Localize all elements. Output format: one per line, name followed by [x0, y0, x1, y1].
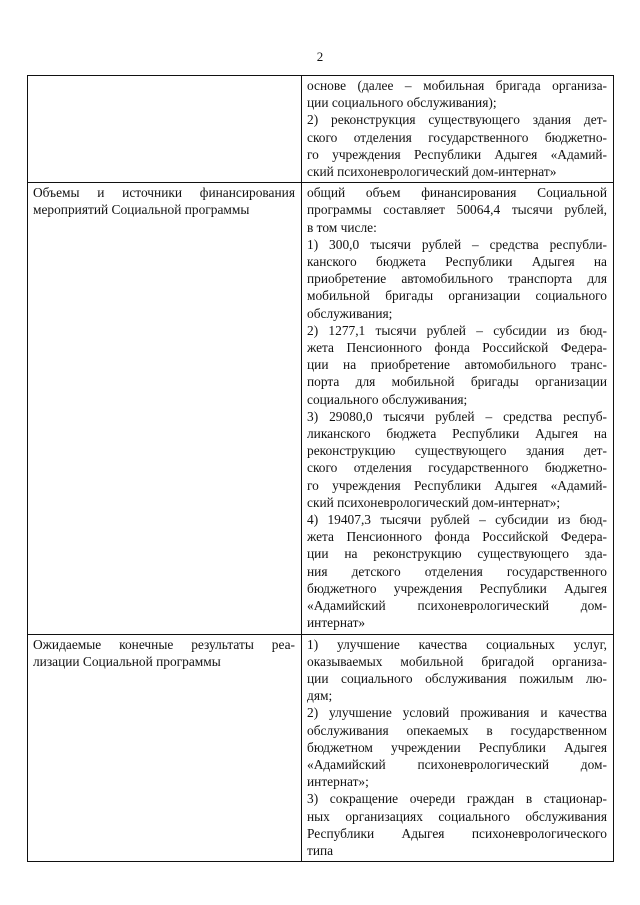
table-row: [28, 183, 614, 634]
row-content-line: канского бюджета Республики Адыгея на: [307, 254, 607, 270]
row-topic-cell: [28, 183, 302, 634]
row-content-line: Республики Адыгея психоневрологического: [307, 825, 607, 841]
row-content-line: ского отделения государственного бюджетно-: [307, 129, 607, 145]
row-content-line: основе (далее – мобильная бригада организа-: [307, 78, 607, 93]
row-content-line: приобретение автомобильного транспорта для: [307, 271, 607, 287]
row-topic-line: Ожидаемые конечные результаты реа-: [33, 636, 295, 652]
row-topic-cell: [28, 76, 302, 183]
table-body: [28, 76, 614, 862]
row-content-line: программы составляет 50064,4 тысячи рублей,: [307, 202, 607, 218]
row-topic-cell: [28, 634, 302, 862]
row-content-cell: [302, 76, 614, 183]
row-content-line: порта для мобильной бригады организации: [307, 374, 607, 390]
row-content-line: ции социального обслуживания);: [307, 95, 497, 111]
row-content-line: ции на реконструкцию существующего зда-: [307, 546, 607, 562]
row-content-line: ского отделения государственного бюджетно-: [307, 460, 607, 476]
row-content-line: 1) 300,0 тысячи рублей – средства республи-: [307, 236, 607, 252]
row-content-cell: [302, 634, 614, 862]
row-content-line: обслуживания опекаемых в государственном: [307, 722, 607, 738]
row-content-line: 2) улучшение условий проживания и качества: [307, 705, 607, 721]
row-content-line: ский психоневрологический дом-интернат»: [307, 164, 557, 180]
row-content-line: дям;: [307, 688, 333, 704]
row-content-line: «Адамийский психоневрологический дом-: [307, 598, 607, 614]
row-content-line: ции социального обслуживания пожилым лю-: [307, 670, 607, 686]
row-content-line: го учреждения Республики Адыгея «Адамий-: [307, 146, 607, 162]
row-content-line: 3) сокращение очереди граждан в стационар-: [307, 791, 607, 807]
row-content-line: типа: [307, 842, 334, 858]
row-content-line: в том числе:: [307, 219, 377, 235]
row-content-line: ский психоневрологический дом-интернат»;: [307, 494, 561, 510]
row-content-cell: [302, 183, 614, 634]
row-content-line: 1) улучшение качества социальных услуг,: [307, 636, 607, 652]
row-content-line: реконструкцию существующего здания дет-: [307, 443, 607, 459]
row-content-line: 3) 29080,0 тысячи рублей – средства респуб-: [307, 408, 607, 424]
table-row: [28, 634, 614, 862]
row-content-line: бюджетного учреждения Республики Адыгея: [307, 580, 607, 596]
row-content-line: ции на приобретение автомобильного транс-: [307, 357, 607, 373]
row-topic-line: Объемы и источники финансирования: [33, 185, 295, 201]
table-row: [28, 76, 614, 183]
row-content-line: го учреждения Республики Адыгея «Адамий-: [307, 477, 607, 493]
row-content-line: интернат»;: [307, 774, 369, 790]
row-content-line: жета Пенсионного фонда Российской Федера-: [307, 340, 607, 356]
row-topic-line: лизации Социальной программы: [33, 653, 221, 669]
row-content-line: ния детского отделения государственного: [307, 563, 607, 579]
row-topic-line: мероприятий Социальной программы: [33, 202, 250, 218]
row-content-line: 2) реконструкция существующего здания дет-: [307, 112, 607, 128]
program-passport-table: [27, 75, 614, 862]
row-content-line: общий объем финансирования Социальной: [307, 185, 607, 201]
row-content-line: «Адамийский психоневрологический дом-: [307, 756, 607, 772]
row-content-line: интернат»: [307, 615, 366, 631]
row-content-line: 2) 1277,1 тысячи рублей – субсидии из бюд-: [307, 322, 607, 338]
row-content-line: обслуживания;: [307, 305, 393, 321]
row-content-line: ных организациях социального обслуживания: [307, 808, 607, 824]
row-content-line: оказываемых мобильной бригадой организа-: [307, 653, 607, 669]
page-number: 2: [316, 49, 324, 64]
row-content-line: мобильной бригады организации социального: [307, 288, 607, 304]
row-content-line: социального обслуживания;: [307, 391, 468, 407]
row-content-line: бюджетном учреждении Республики Адыгея: [307, 739, 607, 755]
row-content-line: ликанского бюджета Республики Адыгея на: [307, 426, 607, 442]
row-content-line: 4) 19407,3 тысячи рублей – субсидии из бюд-: [307, 512, 607, 528]
row-content-line: жета Пенсионного фонда Российской Федера-: [307, 529, 607, 545]
